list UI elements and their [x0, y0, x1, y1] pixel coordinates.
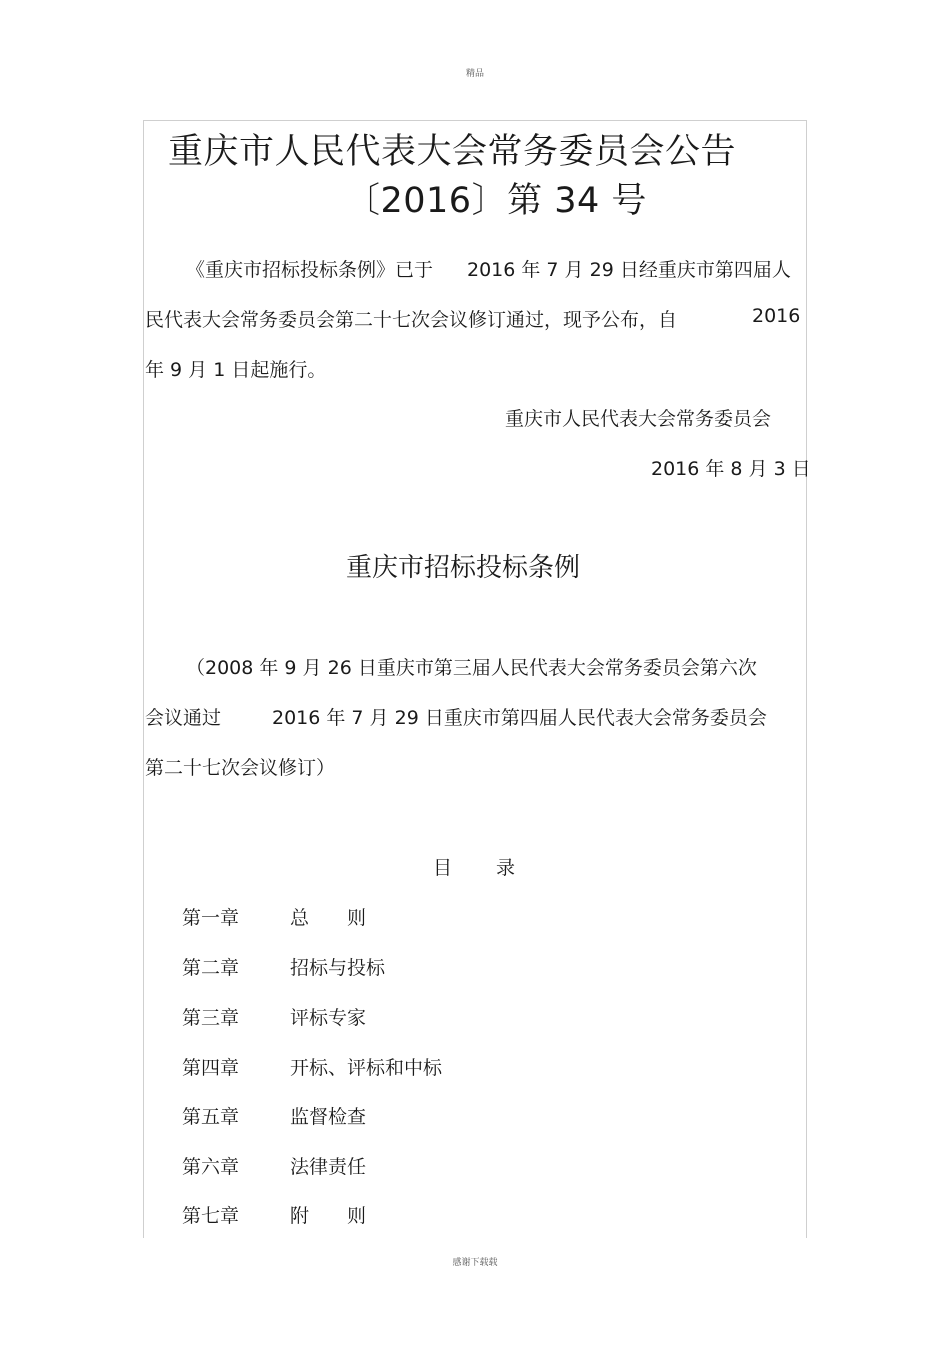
toc-chapter-name: 招标与投标: [290, 957, 386, 979]
page-frame-left: [143, 120, 144, 1238]
law-note-line3: 第二十七次会议修订）: [145, 757, 336, 779]
announcement-number: 〔2016〕第 34 号: [345, 181, 647, 221]
toc-chapter-number: 第六章: [182, 1156, 240, 1178]
toc-heading-char1: 目: [433, 857, 453, 879]
announcement-body-line2-b: 2016: [752, 305, 801, 327]
announcement-issuer: 重庆市人民代表大会常务委员会: [505, 408, 772, 430]
toc-chapter-name: 法律责任: [290, 1156, 367, 1178]
toc-chapter-number: 第一章: [182, 907, 240, 929]
header-watermark: 精品: [465, 69, 484, 79]
page-frame-right: [806, 120, 807, 1238]
announcement-body-line1-a: 《重庆市招标投标条例》已于: [186, 259, 434, 281]
toc-chapter-number: 第五章: [182, 1106, 240, 1128]
announcement-body-line3: 年 9 月 1 日起施行。: [145, 359, 327, 381]
toc-chapter-name: 评标专家: [290, 1007, 367, 1029]
page-frame-top: [143, 120, 807, 121]
toc-chapter-name: 附 则: [290, 1205, 367, 1227]
law-note-line1: （2008 年 9 月 26 日重庆市第三届人民代表大会常务委员会第六次: [186, 657, 757, 679]
law-note-line2-b: 2016 年 7 月 29 日重庆市第四届人民代表大会常务委员会: [272, 707, 767, 729]
footer-watermark: 感谢下载载: [452, 1258, 498, 1268]
toc-chapter-name: 开标、评标和中标: [290, 1057, 443, 1079]
toc-chapter-number: 第四章: [182, 1057, 240, 1079]
law-note-line2-a: 会议通过: [145, 707, 222, 729]
announcement-date: 2016 年 8 月 3 日: [651, 458, 811, 480]
toc-chapter-number: 第二章: [182, 957, 240, 979]
toc-chapter-number: 第七章: [182, 1205, 240, 1227]
announcement-body-line2-a: 民代表大会常务委员会第二十七次会议修订通过，现予公布，自: [145, 309, 678, 331]
toc-heading-char2: 录: [496, 857, 516, 879]
announcement-body-line1-b: 2016 年 7 月 29 日经重庆市第四届人: [467, 259, 791, 281]
law-title: 重庆市招标投标条例: [346, 553, 581, 583]
toc-chapter-name: 监督检查: [290, 1106, 367, 1128]
announcement-title: 重庆市人民代表大会常务委员会公告: [168, 132, 737, 172]
toc-chapter-name: 总 则: [290, 907, 367, 929]
toc-chapter-number: 第三章: [182, 1007, 240, 1029]
